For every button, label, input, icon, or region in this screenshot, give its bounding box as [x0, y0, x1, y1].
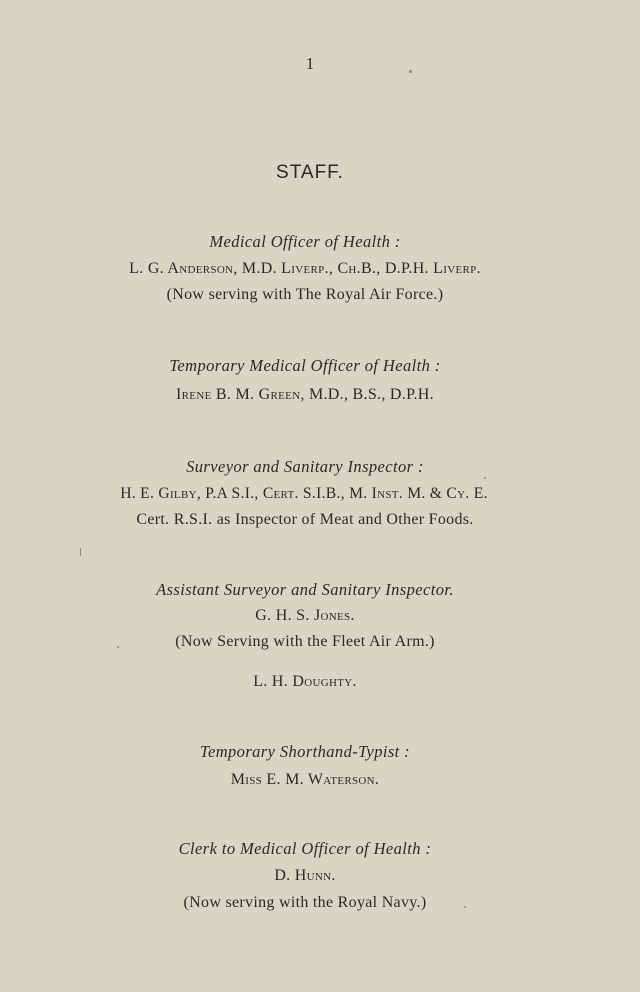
scan-speck: [409, 70, 412, 73]
scan-speck: [464, 906, 466, 908]
section-heading-clerk: Clerk to Medical Officer of Health :: [178, 839, 432, 858]
staff-line-gilby: H. E. Gilby, P.A S.I., Cert. S.I.B., M. Inst. M. & Cy. E.: [120, 485, 488, 502]
scan-speck: [80, 548, 81, 556]
staff-line-anderson: L. G. Anderson, M.D. Liverp., Ch.B., D.P.H. Liverp.: [129, 260, 481, 277]
page-number: 1: [305, 54, 315, 73]
section-heading-medical-officer: Medical Officer of Health :: [209, 232, 401, 251]
staff-line-doughty: L. H. Doughty.: [253, 673, 357, 690]
staff-line-jones: G. H. S. Jones.: [255, 607, 355, 624]
staff-line-waterson: Miss E. M. Waterson.: [230, 771, 380, 788]
staff-note-hunn: (Now serving with the Royal Navy.): [183, 894, 427, 911]
staff-line-hunn: D. Hunn.: [274, 867, 336, 884]
staff-note-jones: (Now Serving with the Fleet Air Arm.): [175, 633, 435, 650]
section-heading-shorthand-typist: Temporary Shorthand-Typist :: [199, 742, 411, 761]
scan-speck: [117, 646, 119, 648]
staff-note-anderson: (Now serving with The Royal Air Force.): [166, 286, 444, 303]
page-title: STAFF.: [276, 162, 344, 183]
staff-note-gilby: Cert. R.S.I. as Inspector of Meat and Other Foods.: [136, 511, 474, 528]
scan-speck: [484, 477, 486, 479]
section-heading-surveyor: Surveyor and Sanitary Inspector :: [186, 457, 424, 476]
staff-line-green: Irene B. M. Green, M.D., B.S., D.P.H.: [176, 386, 434, 403]
section-heading-assistant-surveyor: Assistant Surveyor and Sanitary Inspector.: [156, 580, 454, 599]
section-heading-temporary-medical-officer: Temporary Medical Officer of Health :: [169, 356, 441, 375]
